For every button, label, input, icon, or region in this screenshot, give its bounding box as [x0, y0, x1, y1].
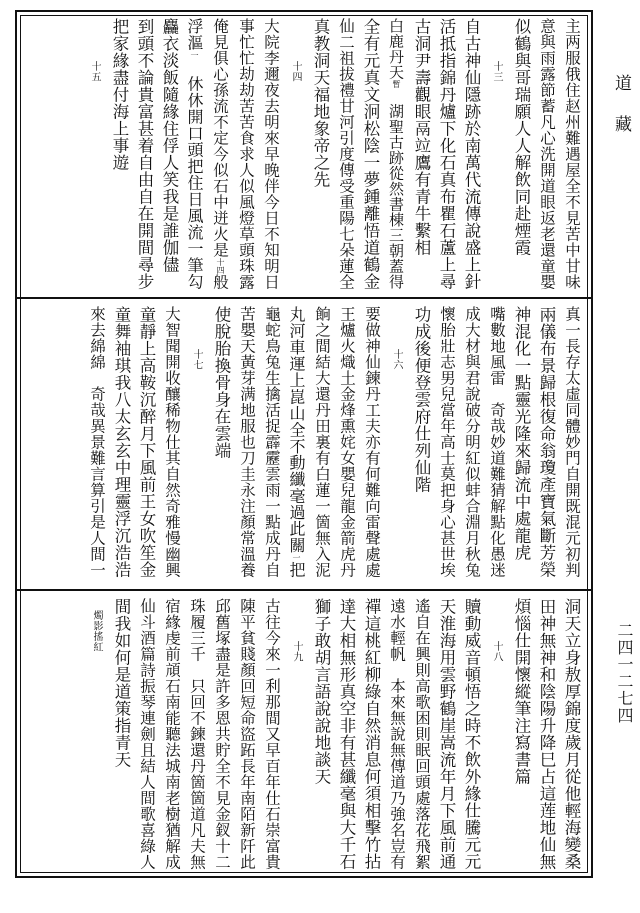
column-text: 煩惱仕開懷縱筆注寫書篇: [512, 598, 531, 785]
column-text: 嘴數地風雷 奇哉妙道難猜解點化愚迷: [488, 306, 506, 578]
text-column: [258, 18, 283, 293]
text-column: [109, 598, 134, 870]
text-column: [509, 306, 534, 584]
column-text: 古往今來一利那間又早百年仕石崇富貴: [263, 598, 281, 870]
column-text: 事忙忙劫劫苦苦食求人似風燈草頭珠露: [237, 18, 255, 290]
interlinear-note: 十四: [216, 258, 225, 274]
column-text: 珠履三千 只回不鍊還丹箇箇道凡夫無: [188, 598, 206, 870]
column-text: 成大材與君說破分明紅似蚌合淵月秋兔: [463, 306, 481, 578]
column-text: 意與雨露節蓄凡心洗開道眼返老還童嬰: [538, 18, 556, 290]
column-text: 遠水輕帆 本來無說無傳道乃強名豈有: [388, 598, 406, 870]
column-text: 邱舊塚盡是許多恩共貯全不見金釵十二: [213, 598, 231, 870]
text-column: [284, 306, 309, 584]
text-column: [207, 18, 233, 293]
text-column: [484, 306, 509, 584]
canon-title: 道藏: [611, 74, 631, 156]
column-text: 全有元真文泂松陰一夢鍾離悟道鶴金: [361, 18, 380, 290]
text-column: [184, 306, 209, 627]
column-text: 龜蛇鳥兔生擒活捉霹靂雲雨一點成丹自: [263, 306, 281, 578]
column-text: 真一長存太虛同體妙門自開既混元初判: [563, 306, 581, 578]
text-column: [383, 18, 409, 293]
text-column: [459, 306, 484, 584]
text-column: [509, 18, 534, 293]
text-column: [159, 598, 184, 870]
column-text: 苦嬰天黃芽满地服也刀圭永注顏常溫養: [238, 306, 256, 578]
text-column: [434, 18, 459, 293]
column-text: 十八: [491, 641, 502, 662]
text-column: [159, 306, 184, 584]
column-text: 主两服俄住赵州難遇屋全不見苦中甘味: [563, 18, 581, 290]
column-text: 獅子敢胡言語說說地談天: [312, 598, 331, 785]
text-column: [84, 598, 109, 882]
text-column: [283, 18, 308, 336]
column-text: 俺見俱心孫流不定今似石中迸火是: [211, 18, 229, 258]
text-column: [384, 306, 409, 627]
column-text: 燭影搖紅: [91, 610, 102, 652]
column-text: 十三: [491, 61, 502, 82]
column-text: 似鶴與哥瑞願人人解飲同赴煙霞: [512, 18, 531, 256]
column-text: 十五: [89, 61, 100, 82]
column-text-continued: 把: [287, 561, 306, 578]
text-column: [384, 598, 409, 870]
column-text: 把家緣盡付海上事遊: [110, 18, 129, 171]
text-column: [359, 598, 384, 870]
text-column: [358, 18, 383, 293]
text-column: [284, 598, 309, 913]
text-column: [134, 306, 159, 584]
text-column: [259, 598, 284, 870]
text-column: [209, 306, 234, 584]
text-column: [132, 18, 157, 293]
text-column: [409, 18, 434, 293]
text-column: [534, 18, 559, 293]
column-text: 自古神仙隱跡於南萬代流傳說盛上針: [462, 18, 481, 290]
text-column: [409, 598, 434, 870]
column-text: 仙斗酒篇詩振琴連劍且結人間歌喜綠人: [138, 598, 156, 870]
text-panel-top: [24, 18, 584, 293]
column-text: 麤衣淡飯隨緣住俘人笑我是誰伽儘: [160, 18, 179, 273]
text-column: [559, 598, 584, 870]
text-column: [134, 598, 159, 870]
column-text: 浮漚: [185, 18, 204, 51]
text-column: [107, 18, 132, 293]
column-text: 洞天立身敖厚錦度歲月從他輕海變桑: [562, 598, 581, 870]
text-column: [82, 18, 107, 336]
text-column: [209, 598, 234, 870]
column-text: 白鹿丹天: [387, 18, 405, 80]
text-column: [459, 18, 484, 293]
text-column: [534, 306, 559, 584]
interlinear-note: 一: [292, 553, 301, 562]
text-column: [308, 18, 333, 293]
column-text: 禪這桃紅柳綠自然消息何須相擊竹拈: [362, 598, 381, 870]
text-column: [559, 306, 584, 584]
text-column: [509, 598, 534, 870]
text-column: [334, 306, 359, 584]
column-text: 來去綿綿 奇哉異景難言算引是人間一: [88, 306, 106, 578]
text-column: [309, 306, 334, 584]
interlinear-note: 一: [190, 51, 199, 59]
column-text: 田神無神和陰陽升降巳占這莲地仙無: [537, 598, 556, 870]
column-text: 餉之間結大還丹田裏有白蓮一箇無入泥: [313, 306, 331, 578]
text-column: [233, 18, 258, 293]
column-text: 十六: [391, 349, 402, 370]
column-text: 贖動威音頓悟之時不飲外緣仕騰: [462, 598, 481, 836]
text-column: [409, 306, 434, 584]
column-text: 神混化一點靈光隆來歸流中處龍虎: [512, 306, 531, 561]
column-text: 十九: [291, 641, 302, 662]
column-text: 大院李邇夜去明來早晚伴今日不知明日: [262, 18, 280, 290]
text-column: [157, 18, 182, 293]
column-text: 大智聞開收釀稀物仕其自然奇雅慢幽興: [163, 306, 181, 578]
column-text: 童靜上高鞍沉醉月下風前王女吹笙金: [137, 306, 156, 578]
column-text: 天淮海用雲野鶴崖嵩流年月下風前通: [437, 598, 456, 870]
column-text: 使脫胎換骨身在雲端: [212, 306, 231, 459]
column-text: 十七: [191, 349, 202, 370]
text-column: [109, 306, 134, 584]
column-text: 達大相無形真空非有甚纖毫與大千石: [337, 598, 356, 870]
column-text: 陳平貧賤顏回短命盜跖長年南陌新阡此: [238, 598, 256, 870]
text-column: [182, 18, 207, 293]
column-text-continued: 元元: [462, 836, 481, 870]
column-text: 兩儀布景歸根復命翁瓊產寶氣斷芳榮: [537, 306, 556, 578]
text-column: [559, 18, 584, 293]
column-text: 活抵指錦丹爐下化石真布瞿石蘆上尋: [437, 18, 456, 290]
text-panel-middle: [24, 306, 584, 584]
column-text: 遙自在興則高歌困則眠回頭處落花飛絮: [413, 598, 431, 870]
column-text-continued: 般: [211, 274, 229, 290]
text-column: [484, 18, 509, 336]
column-text: 間我如何是道策指青天: [112, 598, 131, 768]
text-column: [234, 598, 259, 870]
text-column: [259, 306, 284, 584]
text-column: [334, 598, 359, 870]
column-text: 真教洞天福地象帝之先: [311, 18, 330, 188]
column-text: 懷胎壯志男兒當年高士莫把身心甚世埃: [438, 306, 456, 578]
column-text: 十四: [290, 61, 301, 82]
text-column: [84, 306, 109, 584]
column-text: 王爐火熾土金烽熏姹女嬰兒龍金箭虎丹: [338, 306, 356, 578]
column-text: 童舞袖琪我八太玄玄中理靈浮沉浩浩: [112, 306, 131, 578]
column-text: 要做神仙鍊丹工夫亦有何難向雷聲處處: [363, 306, 381, 578]
text-column: [459, 598, 484, 870]
text-column: [484, 598, 509, 913]
text-column: [309, 598, 334, 870]
text-column: [434, 598, 459, 870]
page-number: 二四一二七四: [615, 622, 634, 724]
section-divider: [15, 589, 593, 591]
column-text: 古洞尹壽觀眼鬲竝鷹有青牛繫相: [412, 18, 431, 256]
column-text: 到頭不論貴富甚着自由自在開間尋步: [135, 18, 154, 290]
column-text-continued: 湖聖古跡從然書棟三朝蓋得: [387, 88, 405, 290]
text-column: [434, 306, 459, 584]
column-text-continued: 休休開口頭把住日風流一筆勾: [185, 59, 204, 290]
text-panel-bottom: [24, 598, 584, 870]
text-column: [234, 306, 259, 584]
column-text: 丸河車運上崑山全不動纖毫過此關: [287, 306, 306, 554]
interlinear-note: 暫: [392, 80, 401, 88]
column-text: 功成後便登雲府仕列仙階: [412, 306, 431, 493]
text-column: [333, 18, 358, 293]
text-column: [184, 598, 209, 870]
text-column: [534, 598, 559, 870]
column-text: 仙二祖拔禮甘河引度傳受重陽七朵蓮全: [337, 18, 355, 290]
column-text: 宿緣虔前頏石南能聽法城南老樹猶解成: [163, 598, 181, 870]
text-column: [359, 306, 384, 584]
